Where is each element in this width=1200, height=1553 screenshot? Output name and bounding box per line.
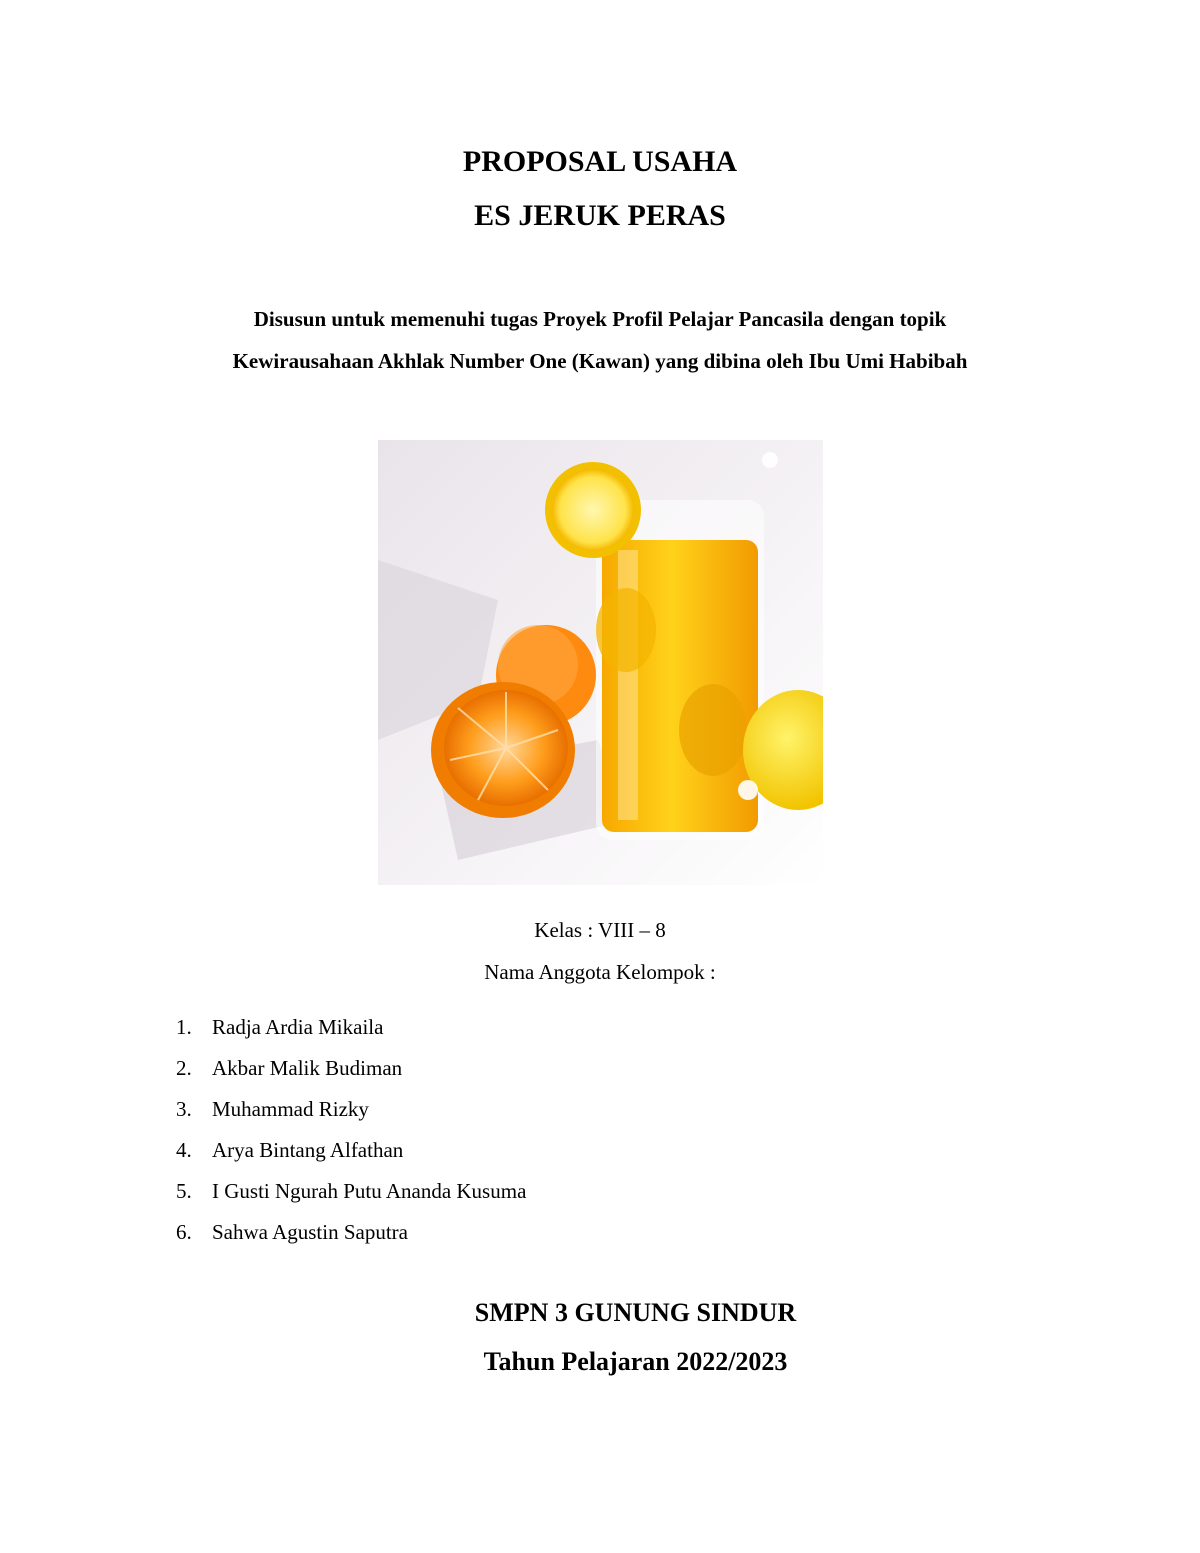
member-name: Akbar Malik Budiman xyxy=(212,1056,403,1080)
list-item xyxy=(176,1014,526,1055)
member-name: I Gusti Ngurah Putu Ananda Kusuma xyxy=(212,1179,527,1203)
subtitle-line-1: Disusun untuk memenuhi tugas Proyek Profil Pelajar Pancasila dengan topik xyxy=(253,307,947,331)
subtitle-line-2: Kewirausahaan Akhlak Number One (Kawan) yang dibina oleh Ibu Umi Habibah xyxy=(232,349,968,373)
orange-juice-photo xyxy=(378,440,823,885)
list-item xyxy=(176,1219,526,1260)
product-title: ES JERUK PERAS xyxy=(474,199,726,232)
list-item xyxy=(176,1096,526,1137)
school-name: SMPN 3 GUNUNG SINDUR xyxy=(474,1298,797,1327)
item-number: 1. xyxy=(176,1015,192,1039)
item-number: 3. xyxy=(176,1097,192,1121)
list-item xyxy=(176,1137,526,1178)
member-name: Arya Bintang Alfathan xyxy=(212,1138,404,1162)
class-label: Kelas : VIII – 8 xyxy=(534,918,666,942)
member-list xyxy=(176,1014,526,1260)
member-name: Radja Ardia Mikaila xyxy=(212,1015,384,1039)
item-number: 2. xyxy=(176,1056,192,1080)
member-name: Sahwa Agustin Saputra xyxy=(212,1220,408,1244)
item-number: 5. xyxy=(176,1179,192,1203)
member-name: Muhammad Rizky xyxy=(212,1097,369,1121)
group-members-label: Nama Anggota Kelompok : xyxy=(484,960,716,984)
item-number: 4. xyxy=(176,1138,192,1162)
list-item xyxy=(176,1055,526,1096)
academic-year: Tahun Pelajaran 2022/2023 xyxy=(483,1347,788,1376)
item-number: 6. xyxy=(176,1220,192,1244)
proposal-title: PROPOSAL USAHA xyxy=(462,145,738,178)
list-item xyxy=(176,1178,526,1219)
